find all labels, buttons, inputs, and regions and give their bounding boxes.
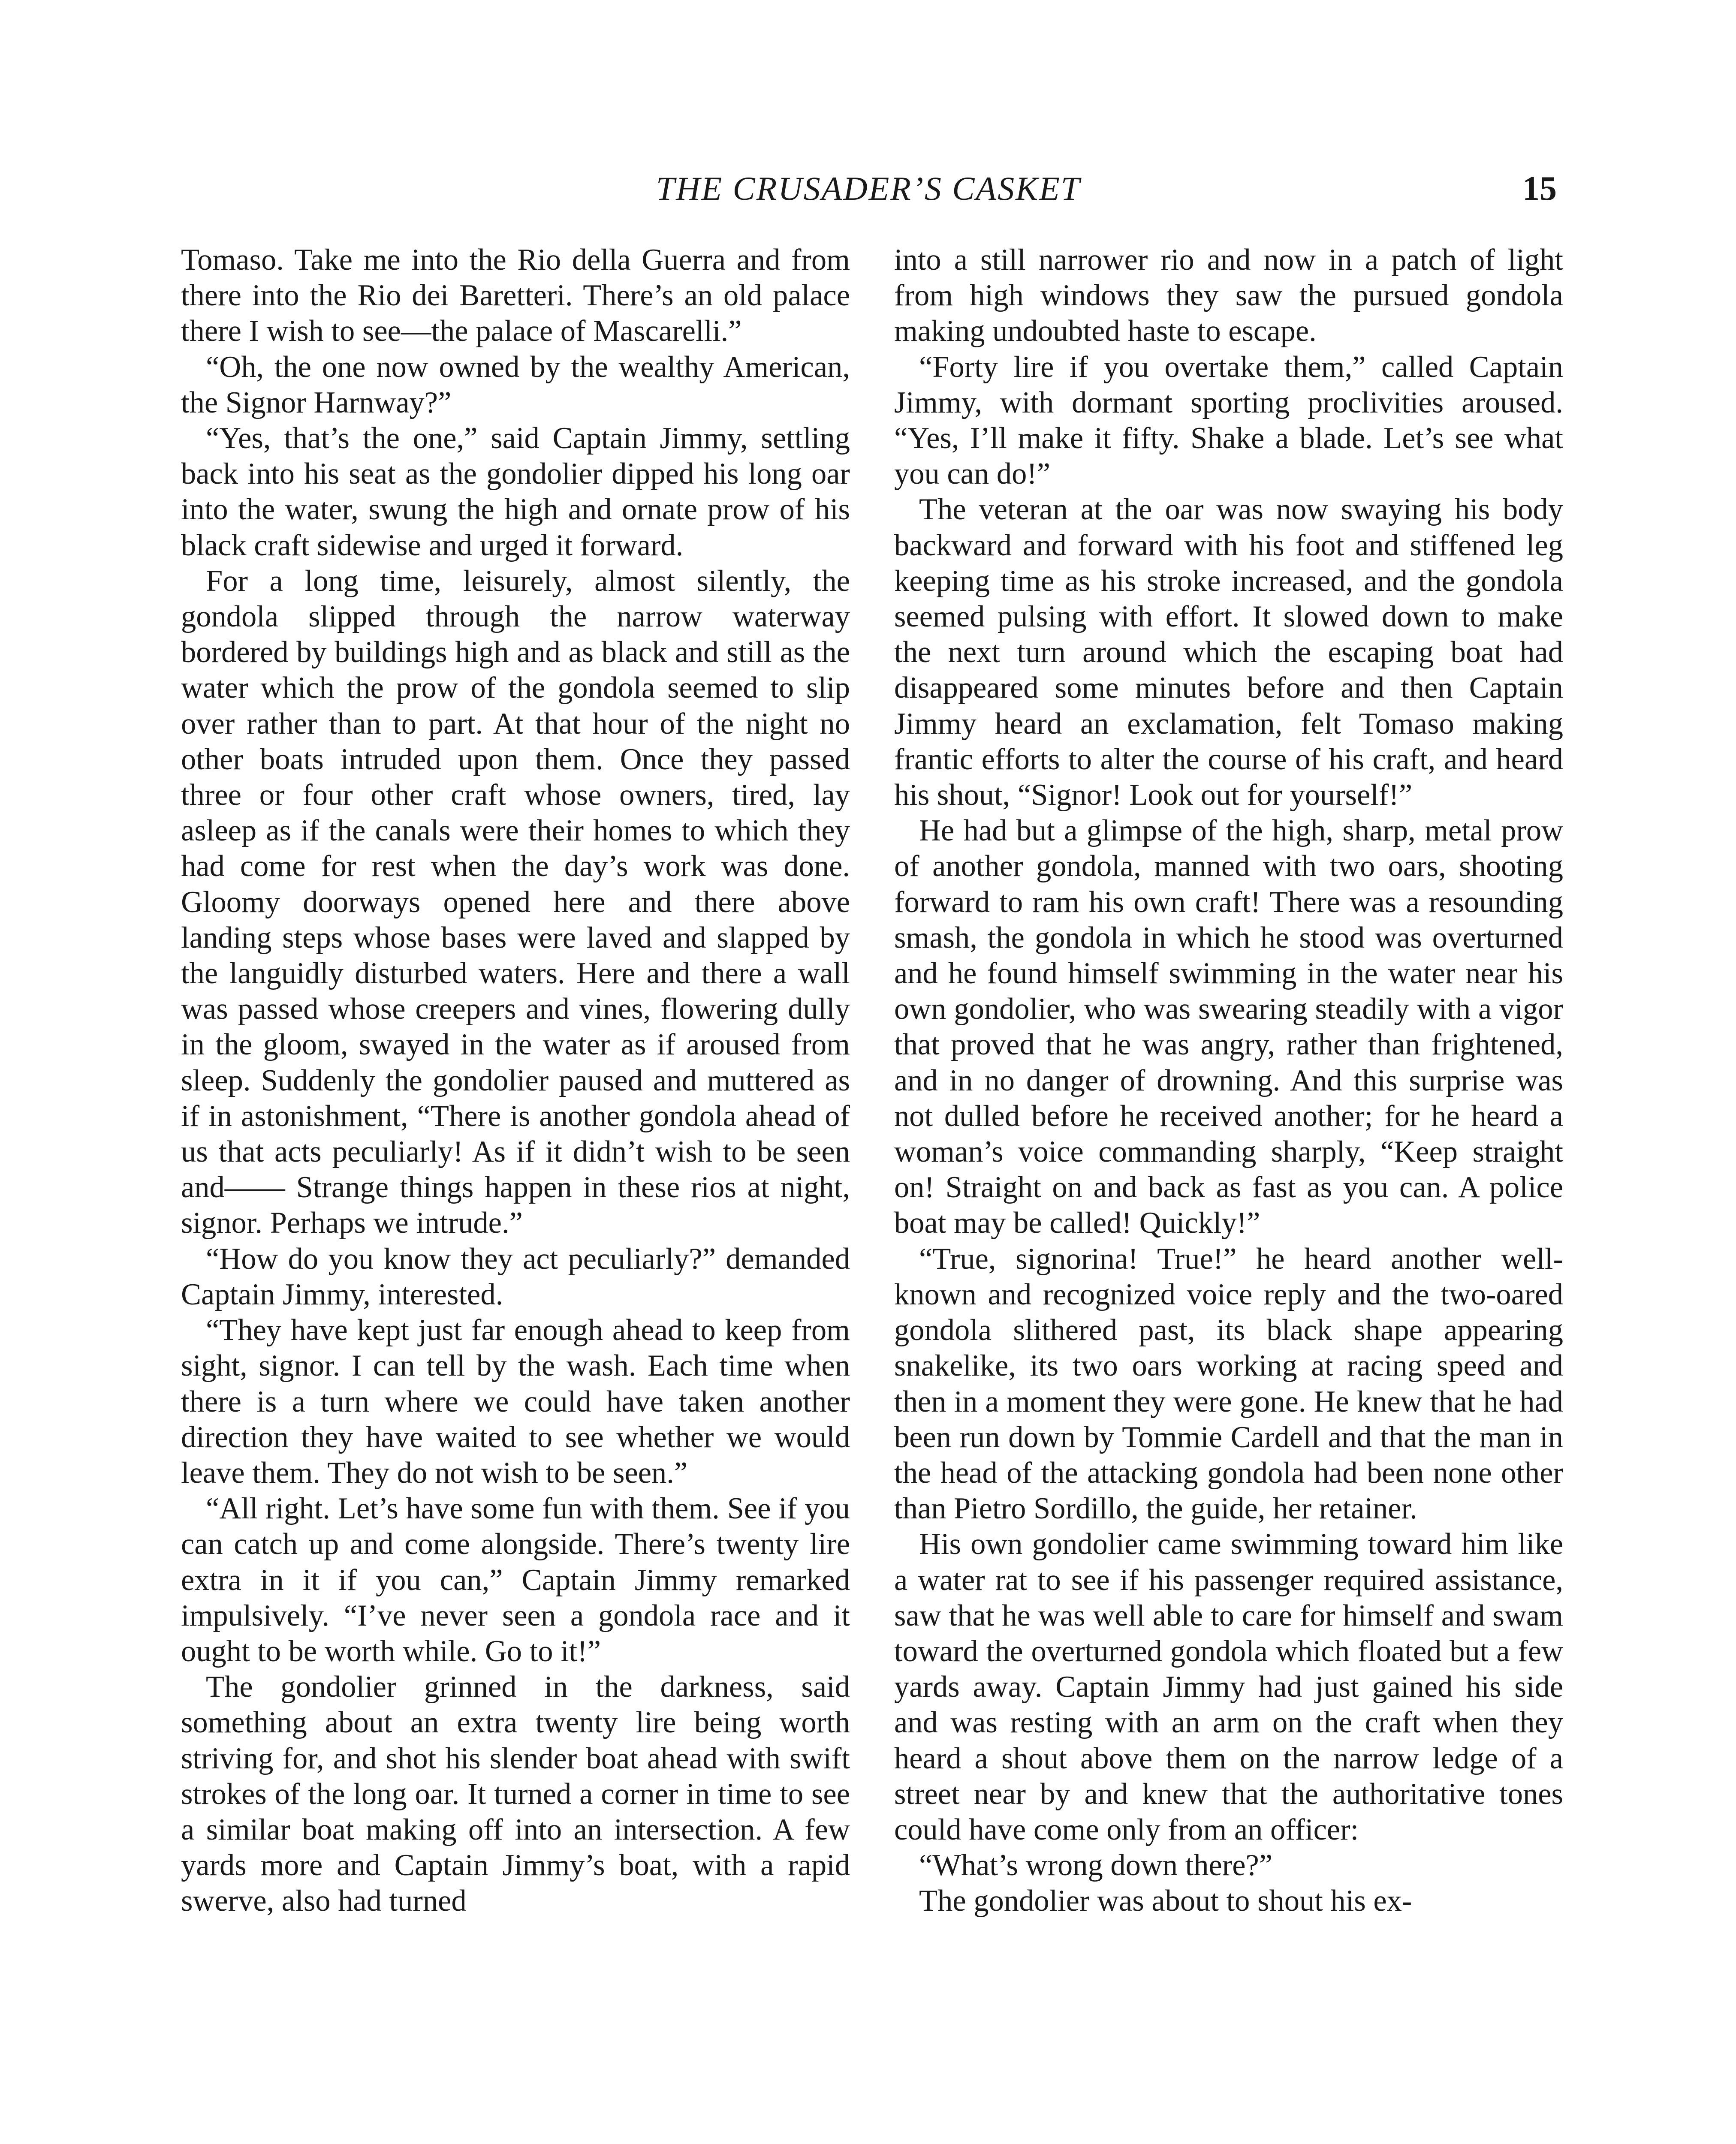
text-column-right [894,242,1563,1919]
paragraph: into a still narrower rio and now in a patch of light from high windows they saw the pursued gondola making undoubted haste to escape. [894,243,1563,348]
paragraph: “True, signorina! True!” he heard another well-known and recognized voice reply and the two-oared gondola slithered past, its black shape appearing snakelike, its two oars working at racing speed and then in a moment they were gone. He knew that he had been run down by Tommie Cardell and that the man in the head of the attacking gondola had been none other than Pietro Sordillo, the guide, her retainer. [894,1242,1563,1526]
paragraph: “All right. Let’s have some fun with them. See if you can catch up and come alongside. There’s twenty lire extra in it if you can,” Captain Jimmy remarked impulsively. “I’ve never seen a gondola race and it ought to be worth while. Go to it!” [181,1492,850,1668]
paragraph: “Yes, that’s the one,” said Captain Jimmy, settling back into his seat as the gondolier dipped his long oar into the water, swung the high and ornate prow of his black craft sidewise and urged it forward. [181,422,850,562]
paragraph: His own gondolier came swimming toward him like a water rat to see if his passenger required assistance, saw that he was well able to care for himself and swam toward the overturned gondola which floated but a few yards away. Captain Jimmy had just gained his side and was resting with an arm on the craft when they heard a shout above them on the narrow ledge of a street near by and knew that the authoritative tones could have come only from an officer: [894,1527,1563,1846]
paragraph: “How do you know they act peculiarly?” demanded Captain Jimmy, interested. [181,1242,850,1311]
paragraph: “What’s wrong down there?” [919,1849,1273,1882]
running-head [180,165,1557,212]
paragraph: He had but a glimpse of the high, sharp, metal prow of another gondola, manned with two oars, shooting forward to ram his own craft! There was a resounding smash, the gondola in which he stood was overturned and he found himself swimming in the water near his own gondolier, who was swearing steadily with a vigor that proved that he was angry, rather than frightened, and in no danger of drowning. And this surprise was not dulled before he received another; for he heard a woman’s voice commanding sharply, “Keep straight on! Straight on and back as fast as you can. A police boat may be called! Quickly!” [894,814,1563,1240]
paragraph: The veteran at the oar was now swaying his body backward and forward with his foot and stiffened leg keeping time as his stroke increased, and the gondola seemed pulsing with effort. It slowed down to make the next turn around which the escaping boat had disappeared some minutes before and then Captain Jimmy heard an exclamation, felt Tomaso making frantic efforts to alter the course of his craft, and heard his shout, “Signor! Look out for yourself!” [894,493,1563,812]
paragraph: For a long time, leisurely, almost silently, the gondola slipped through the narrow waterway bordered by buildings high and as black and still as the water which the prow of the gondola seemed to slip over rather than to part. At that hour of the night no other boats intruded upon them. Once they passed three or four other craft whose owners, tired, lay asleep as if the canals were their homes to which they had come for rest when the day’s work was done. Gloomy doorways opened here and there above landing steps whose bases were laved and slapped by the languidly disturbed waters. Here and there a wall was passed whose creepers and vines, flowering dully in the gloom, swayed in the water as if aroused from sleep. Suddenly the gondolier paused and muttered as if in astonishment, “There is another gondola ahead of us that acts peculiarly! As if it didn’t wish to be seen and—— Strange things happen in these rios at night, signor. Perhaps we intrude.” [181,564,850,1240]
paragraph: “They have kept just far enough ahead to keep from sight, signor. I can tell by the wash. Each time when there is a turn where we could have taken another direction they have waited to see whether we would leave them. They do not wish to be seen.” [181,1313,850,1490]
paragraph: The gondolier grinned in the darkness, said something about an extra twenty lire being worth striving for, and shot his slender boat ahead with swift strokes of the long oar. It turned a corner in time to see a similar boat making off into an intersection. A few yards more and Captain Jimmy’s boat, with a rapid swerve, also had turned [181,1670,850,1918]
running-title: THE CRUSADER’S CASKET [656,170,1081,207]
text-column-left [181,242,850,1919]
paragraph: Tomaso. Take me into the Rio della Guerra and from there into the Rio dei Baretteri. There’s an old palace there I wish to see—the palace of Mascarelli.” [181,243,850,348]
paragraph: The gondolier was about to shout his ex- [919,1884,1412,1918]
paragraph: “Forty lire if you overtake them,” called Captain Jimmy, with dormant sporting proclivities aroused. “Yes, I’ll make it fifty. Shake a blade. Let’s see what you can do!” [894,350,1563,491]
page-number: 15 [1522,170,1557,208]
paragraph: “Oh, the one now owned by the wealthy American, the Signor Harnway?” [181,350,850,419]
